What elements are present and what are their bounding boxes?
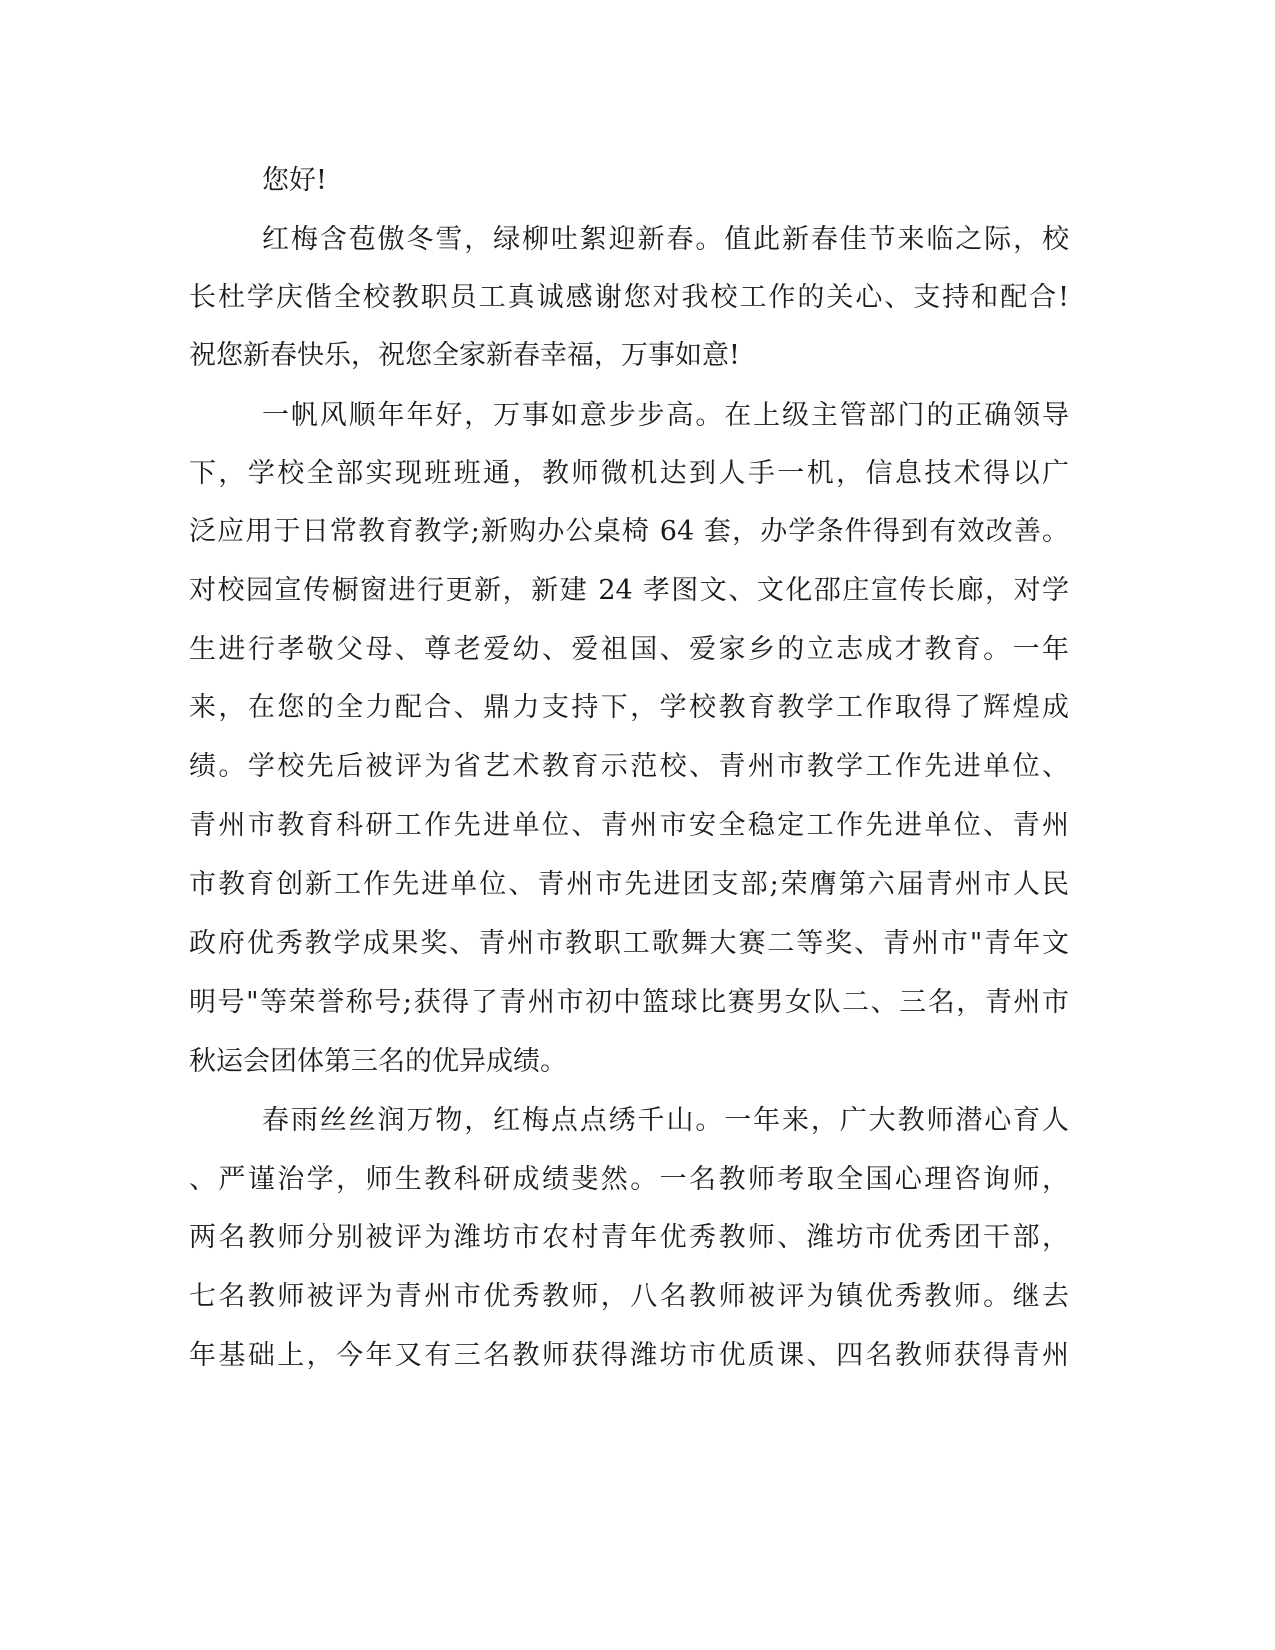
paragraph-2-line-12: 秋运会团体第三名的优异成绩。	[189, 1046, 567, 1077]
paragraph-3-line-4: 七名教师被评为青州市优秀教师，八名教师被评为镇优秀教师。继去	[189, 1281, 1069, 1312]
paragraph-2-line-11: 明号"等荣誉称号;获得了青州市初中篮球比赛男女队二、三名，青州市	[189, 987, 1069, 1018]
paragraph-2-line-3: 泛应用于日常教育教学;新购办公桌椅 64 套，办学条件得到有效改善。	[189, 516, 1069, 547]
paragraph-2-line-5: 生进行孝敬父母、尊老爱幼、爱祖国、爱家乡的立志成才教育。一年	[189, 634, 1069, 665]
paragraph-1-line-1: 红梅含苞傲冬雪，绿柳吐絮迎新春。值此新春佳节来临之际，校	[262, 224, 1069, 255]
paragraph-1-line-2: 长杜学庆偕全校教职员工真诚感谢您对我校工作的关心、支持和配合!	[189, 282, 1069, 313]
paragraph-2-line-6: 来，在您的全力配合、鼎力支持下，学校教育教学工作取得了辉煌成	[189, 692, 1069, 723]
paragraph-3-line-5: 年基础上，今年又有三名教师获得潍坊市优质课、四名教师获得青州	[189, 1340, 1069, 1371]
paragraph-2-line-10: 政府优秀教学成果奖、青州市教职工歌舞大赛二等奖、青州市"青年文	[189, 928, 1069, 959]
paragraph-3-line-2: 、严谨治学，师生教科研成绩斐然。一名教师考取全国心理咨询师，	[189, 1164, 1069, 1195]
paragraph-2-line-7: 绩。学校先后被评为省艺术教育示范校、青州市教学工作先进单位、	[189, 751, 1069, 782]
greeting-line: 您好!	[262, 165, 327, 196]
paragraph-2-line-1: 一帆风顺年年好，万事如意步步高。在上级主管部门的正确领导	[262, 400, 1069, 431]
paragraph-3-line-3: 两名教师分别被评为潍坊市农村青年优秀教师、潍坊市优秀团干部，	[189, 1222, 1069, 1253]
paragraph-2-line-8: 青州市教育科研工作先进单位、青州市安全稳定工作先进单位、青州	[189, 810, 1069, 841]
paragraph-2-line-2: 下，学校全部实现班班通，教师微机达到人手一机，信息技术得以广	[189, 458, 1069, 489]
paragraph-2-line-4: 对校园宣传橱窗进行更新，新建 24 孝图文、文化邵庄宣传长廊，对学	[189, 575, 1069, 606]
paragraph-3-line-1: 春雨丝丝润万物，红梅点点绣千山。一年来，广大教师潜心育人	[262, 1105, 1069, 1136]
paragraph-1-line-3: 祝您新春快乐，祝您全家新春幸福，万事如意!	[189, 340, 740, 371]
paragraph-2-line-9: 市教育创新工作先进单位、青州市先进团支部;荣膺第六届青州市人民	[189, 869, 1069, 900]
